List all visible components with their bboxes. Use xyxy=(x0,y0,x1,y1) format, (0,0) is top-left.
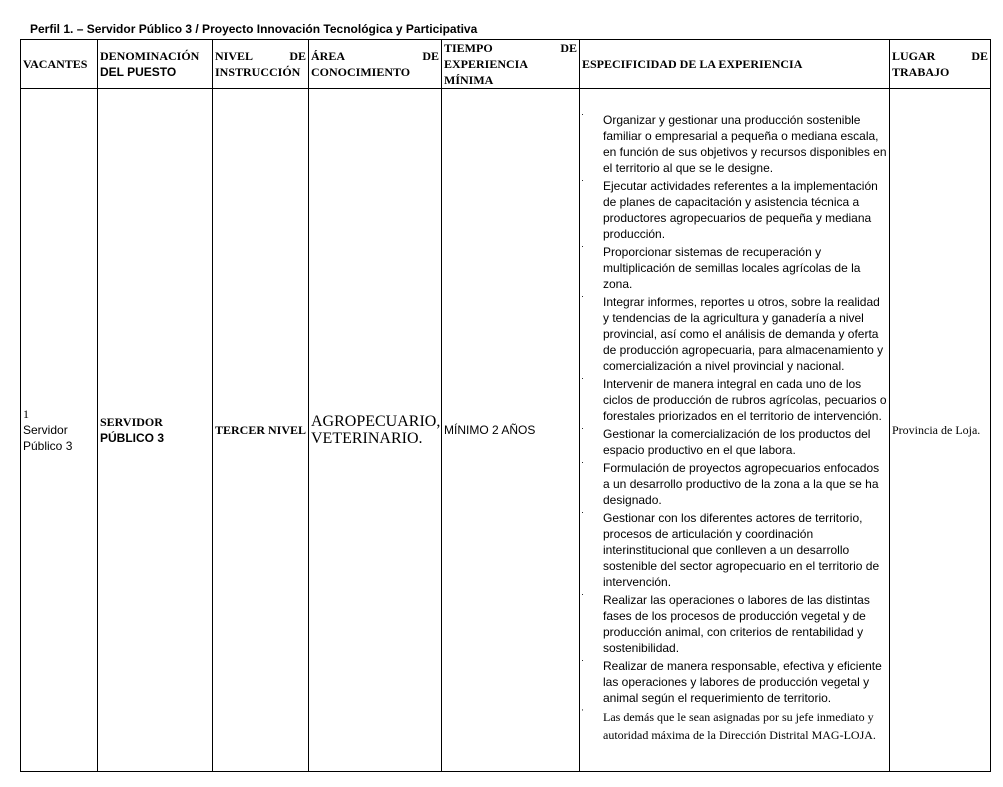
list-item: · Organizar y gestionar una producción sostenible familiar o empresarial a pequeña o mediana escala, en función de sus objetivos y recursos disponibles en el territorio al que se le designe. xyxy=(581,109,887,175)
bullet-icon: · xyxy=(581,373,584,383)
document-title: Perfil 1. – Servidor Público 3 / Proyecto Innovación Tecnológica y Participativa xyxy=(30,22,478,36)
list-item: · Formulación de proyectos agropecuarios enfocados a un desarrollo productivo de la zona a la que se ha designado. xyxy=(581,457,880,507)
bullet-icon: · xyxy=(581,241,584,251)
profile-table xyxy=(20,39,991,772)
profile-row xyxy=(21,89,991,772)
header-tiempo: TIEMPO DE EXPERIENCIA MÍNIMA xyxy=(442,40,580,89)
task-list xyxy=(581,109,887,744)
bullet-icon: · xyxy=(581,507,584,517)
bullet-icon: · xyxy=(581,705,584,715)
header-denominacion: DENOMINACIÓN DEL PUESTO xyxy=(98,40,213,89)
bullet-icon: · xyxy=(581,423,584,433)
bullet-icon: · xyxy=(581,457,584,467)
bullet-icon: · xyxy=(581,589,584,599)
list-item: · Gestionar la comercialización de los productos del espacio productivo en el que labora. xyxy=(581,423,871,457)
cell-tiempo: MÍNIMO 2 AÑOS xyxy=(442,89,580,772)
list-item: · Gestionar con los diferentes actores de territorio, procesos de articulación y coordinación interinstitucional que conlleven a un desarrollo sostenible del sector agropecuario en el territorio de intervención. xyxy=(581,507,880,589)
header-lugar: LUGAR DE TRABAJO xyxy=(890,40,991,89)
list-item: · Las demás que le sean asignadas por su jefe inmediato y autoridad máxima de la Dirección Distrital MAG-LOJA. xyxy=(581,705,876,742)
cell-denominacion: SERVIDOR PÚBLICO 3 xyxy=(98,89,213,772)
list-item: · Realizar las operaciones o labores de las distintas fases de los procesos de producción vegetal y de producción animal, con criterios de rentabilidad y sostenibilidad. xyxy=(581,589,870,655)
header-row xyxy=(21,40,991,89)
list-item: · Realizar de manera responsable, efectiva y eficiente las operaciones y labores de producción vegetal y animal según el requerimiento de territorio. xyxy=(581,655,882,705)
list-item: · Integrar informes, reportes u otros, sobre la realidad y tendencias de la agricultura y ganadería a nivel provincial, así como el análisis de demanda y oferta de producción agropecuaria, para almacenamiento y comercialización a nivel provincial y nacional. xyxy=(581,291,884,373)
vacantes-count: 1 xyxy=(23,407,29,421)
bullet-icon: · xyxy=(581,109,584,119)
list-item: · Proporcionar sistemas de recuperación y multiplicación de semillas locales agrícolas de la zona. xyxy=(581,241,861,291)
cell-nivel: TERCER NIVEL xyxy=(213,89,309,772)
list-item: · Ejecutar actividades referentes a la implementación de planes de capacitación y asistencia técnica a productores agropecuarios de pequeña y mediana producción. xyxy=(581,175,878,241)
header-vacantes: VACANTES xyxy=(21,40,98,89)
cell-lugar: Provincia de Loja. xyxy=(890,89,991,772)
cell-vacantes: 1 Servidor Público 3 xyxy=(21,89,98,772)
header-area: ÁREA DE CONOCIMIENTO xyxy=(309,40,442,89)
cell-area: AGROPECUARIO, VETERINARIO. xyxy=(309,89,442,772)
list-item: · Intervenir de manera integral en cada uno de los ciclos de producción de rubros agrícolas, pecuarios o forestales priorizados en el territorio de intervención. xyxy=(581,373,887,423)
bullet-icon: · xyxy=(581,655,584,665)
header-especificidad: ESPECIFICIDAD DE LA EXPERIENCIA xyxy=(580,40,890,89)
header-nivel: NIVEL DE INSTRUCCIÓN xyxy=(213,40,309,89)
bullet-icon: · xyxy=(581,291,584,301)
bullet-icon: · xyxy=(581,175,584,185)
cell-especificidad xyxy=(580,89,890,772)
